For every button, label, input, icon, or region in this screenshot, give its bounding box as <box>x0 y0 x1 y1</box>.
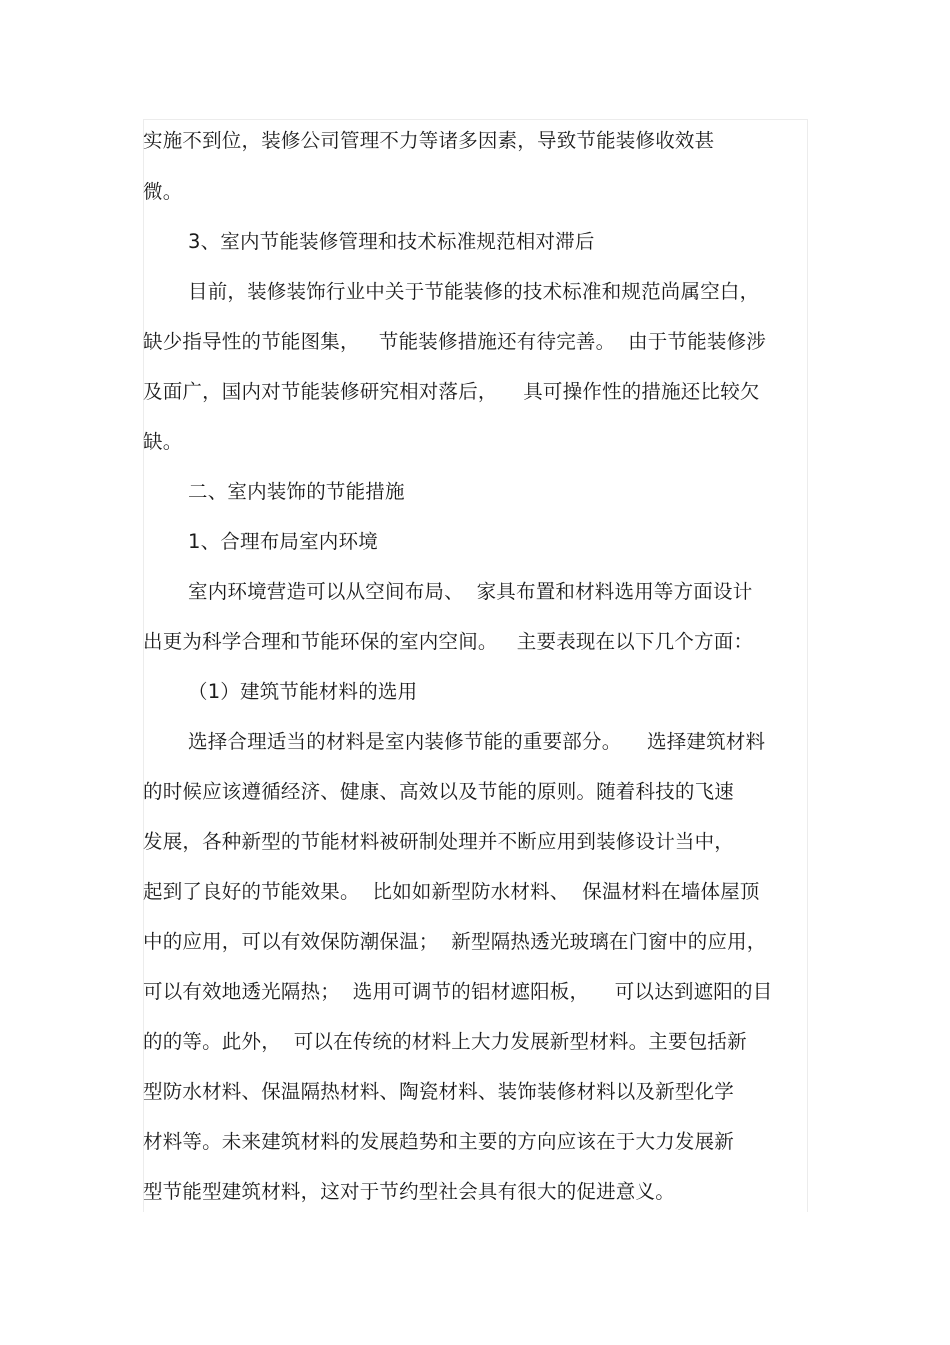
text-line: 目前，装修装饰行业中关于节能装修的技术标准和规范尚属空白， <box>188 280 760 303</box>
text-line: 材料等。未来建筑材料的发展趋势和主要的方向应该在于大力发展新 <box>143 1130 735 1153</box>
text-line: 可以有效地透光隔热； 选用可调节的铝材遮阳板， 可以达到遮阳的目 <box>143 980 773 1003</box>
text-line: 选择合理适当的材料是室内装修节能的重要部分。 选择建筑材料 <box>188 730 766 753</box>
text-line: 室内环境营造可以从空间布局、 家具布置和材料选用等方面设计 <box>188 580 753 603</box>
text-line: 微。 <box>143 180 183 203</box>
subsection-heading: （1）建筑节能材料的选用 <box>188 680 418 703</box>
text-line: 及面广，国内对节能装修研究相对落后， 具可操作性的措施还比较欠 <box>143 380 760 403</box>
text-line: 缺少指导性的节能图集， 节能装修措施还有待完善。 由于节能装修涉 <box>143 330 766 353</box>
text-line: 的时候应该遵循经济、健康、高效以及节能的原则。随着科技的飞速 <box>143 780 735 803</box>
section-heading: 1、合理布局室内环境 <box>188 530 378 553</box>
text-line: 中的应用，可以有效保防潮保温； 新型隔热透光玻璃在门窗中的应用， <box>143 930 767 953</box>
chapter-heading: 二、室内装饰的节能措施 <box>188 480 405 503</box>
text-line: 起到了良好的节能效果。 比如如新型防水材料、 保温材料在墙体屋顶 <box>143 880 760 903</box>
text-line: 出更为科学合理和节能环保的室内空间。 主要表现在以下几个方面： <box>143 630 754 653</box>
text-line: 型节能型建筑材料，这对于节约型社会具有很大的促进意义。 <box>143 1180 675 1203</box>
text-line: 型防水材料、保温隔热材料、陶瓷材料、装饰装修材料以及新型化学 <box>143 1080 735 1103</box>
text-line: 发展，各种新型的节能材料被研制处理并不断应用到装修设计当中， <box>143 830 735 853</box>
text-line: 的的等。此外， 可以在传统的材料上大力发展新型材料。主要包括新 <box>143 1030 747 1053</box>
section-heading: 3、室内节能装修管理和技术标准规范相对滞后 <box>188 230 595 253</box>
text-line: 实施不到位，装修公司管理不力等诸多因素，导致节能装修收效甚 <box>143 129 715 152</box>
text-line: 缺。 <box>143 430 183 453</box>
